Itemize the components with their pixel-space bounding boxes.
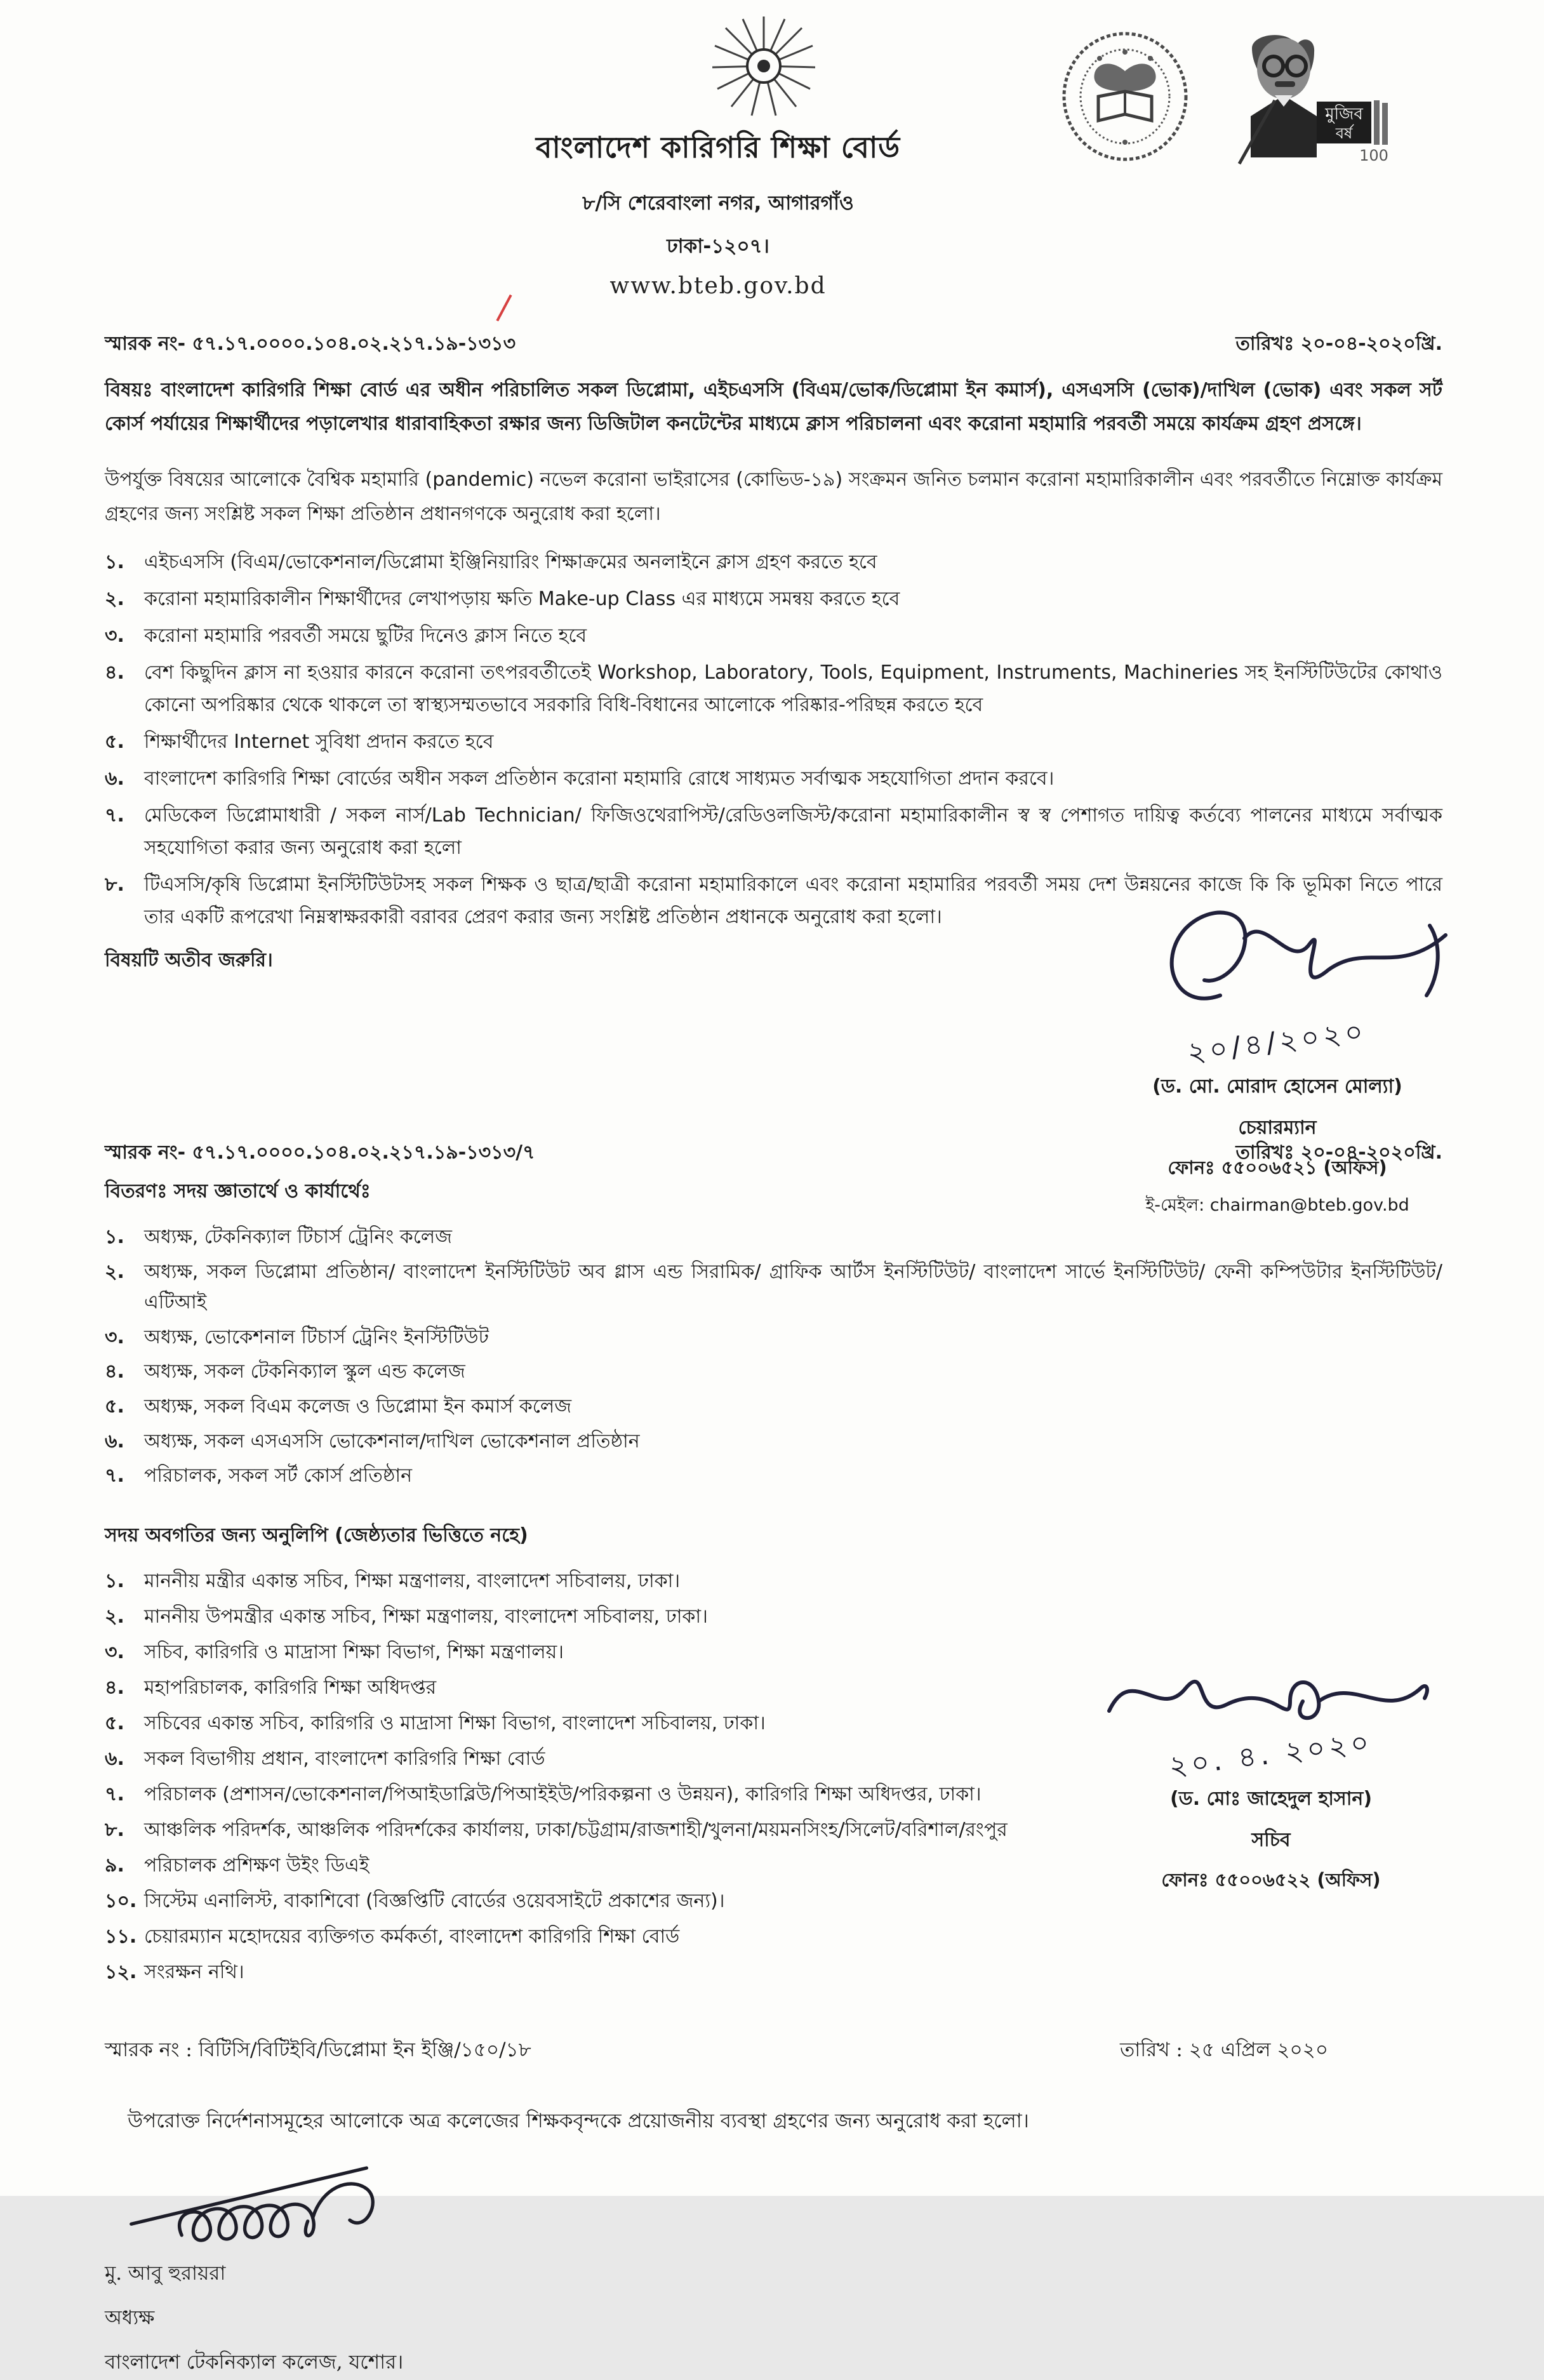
cc-item [105, 1602, 1442, 1632]
cc-number: ৪. [105, 1676, 124, 1699]
bteb-seal-icon [710, 14, 818, 119]
distribution-item [105, 1426, 1442, 1458]
distribution-text: অধ্যক্ষ, সকল বিএম কলেজ ও ডিপ্লোমা ইন কমার্স কলেজ [144, 1395, 572, 1418]
directive-number: ২. [105, 587, 124, 610]
cc-number: ৮. [105, 1818, 124, 1841]
directive-item [105, 726, 1442, 758]
directive-text: এইচএসসি (বিএম/ভোকেশনাল/ডিপ্লোমা ইঞ্জিনিয়ারিং শিক্ষাক্রমের অনলাইনে ক্লাস গ্রহণ করতে হবে [144, 550, 877, 573]
distribution-number: ৬. [105, 1430, 124, 1453]
cc-text: মাননীয় উপমন্ত্রীর একান্ত সচিব, শিক্ষা মন্ত্রণালয়, বাংলাদেশ সচিবালয়, ঢাকা। [144, 1605, 708, 1628]
distribution-item [105, 1461, 1442, 1492]
cc-heading: সদয় অবগতির জন্য অনুলিপি (জেষ্ঠ্যতার ভিত্তিতে নহে) [105, 1524, 528, 1546]
secretary-handwritten-date: ২০. ৪. ২০২০ [1167, 1725, 1374, 1783]
directive-item [105, 546, 1442, 578]
secretary-designation: সচিব [1251, 1829, 1291, 1851]
distribution-text: অধ্যক্ষ, টেকনিক্যাল টিচার্স ট্রেনিং কলেজ [144, 1225, 452, 1248]
org-website: www.bteb.gov.bd [609, 273, 827, 299]
cc-item [105, 1922, 1442, 1952]
memo3-number: স্মারক নং : বিটিসি/বিটিইবি/ডিপ্লোমা ইন ইঞ্জি/১৫০/১৮ [105, 2038, 531, 2061]
directive-text: করোনা মহামারি পরবর্তী সময়ে ছুটির দিনেও ক্লাস নিতে হবে [144, 624, 587, 647]
cc-number: ৩. [105, 1640, 124, 1663]
education-board-emblem-icon [1062, 33, 1188, 163]
directive-item [105, 620, 1442, 652]
secretary-phone: ফোনঃ ৫৫০০৬৫২২ (অফিস) [1161, 1869, 1381, 1891]
directive-number: ৫. [105, 730, 124, 753]
directive-text: বেশ কিছুদিন ক্লাস না হওয়ার কারনে করোনা তৎপরবর্তীতেই Workshop, Laboratory, Tools, Equipment, Instruments, Machineries সহ ইনস্টিটিউটের কোথাও কোনো অপরিষ্কার থেকে থাকলে তা স্বাস্থ্যসম্মতভাবে সরকারি বিধি-বিধানের আলোকে পরিষ্কার-পরিছন্ন করতে হবে [144, 661, 1442, 716]
distribution-number: ৪. [105, 1360, 124, 1383]
cc-text: পরিচালক (প্রশাসন/ভোকেশনাল/পিআইডাব্লিউ/পিআইইউ/পরিকল্পনা ও উন্নয়ন), কারিগরি শিক্ষা অধিদপ্তর, ঢাকা। [144, 1783, 982, 1805]
cc-number: ৫. [105, 1712, 124, 1734]
chairman-email: ই-মেইল: chairman@bteb.gov.bd [1145, 1195, 1409, 1215]
cc-number: ১১. [105, 1925, 137, 1948]
directive-number: ৭. [105, 804, 124, 827]
secretary-name: (ড. মোঃ জাহেদুল হাসান) [1169, 1788, 1373, 1810]
mujib-logo-100: 100 [1359, 147, 1388, 164]
directive-number: ৮. [105, 873, 124, 896]
cc-text: পরিচালক প্রশিক্ষণ উইং ডিএই [144, 1854, 369, 1877]
cc-text: সংরক্ষন নথি। [144, 1960, 244, 1983]
distribution-text: অধ্যক্ষ, সকল টেকনিক্যাল স্কুল এন্ড কলেজ [144, 1360, 465, 1383]
memo3-date: তারিখ : ২৫ এপ্রিল ২০২০ [1120, 2038, 1328, 2061]
distribution-number: ৩. [105, 1326, 124, 1348]
cc-text: আঞ্চলিক পরিদর্শক, আঞ্চলিক পরিদর্শকের কার্যালয়, ঢাকা/চট্টগ্রাম/রাজশাহী/খুলনা/ময়মনসিংহ/সিলেট/বরিশাল/রংপুর [144, 1818, 1008, 1841]
distribution-number: ২. [105, 1260, 124, 1283]
org-title: বাংলাদেশ কারিগরি শিক্ষা বোর্ড [535, 130, 901, 164]
chairman-signature-scribble [1100, 900, 1455, 1021]
intro-paragraph: উপর্যুক্ত বিষয়ের আলোকে বৈশ্বিক মহামারি (pandemic) নভেল করোনা ভাইরাসের (কোভিড-১৯) সংক্রমন জনিত চলমান করোনা মহামারিকালীন এবং পরবর্তীতে নিম্নোক্ত কার্যক্রম গ্রহণের জন্য সংশ্লিষ্ট সকল শিক্ষা প্রতিষ্ঠান প্রধানগণকে অনুরোধ করা হলো। [105, 468, 1442, 526]
distribution-number: ৭. [105, 1465, 124, 1487]
principal-signature-block [105, 2154, 549, 2380]
cc-text: মহাপরিচালক, কারিগরি শিক্ষা অধিদপ্তর [144, 1676, 437, 1699]
memo3-row [105, 2035, 1442, 2068]
principal-name: মু. আবু হুরায়রা [105, 2262, 226, 2285]
memo2-number: স্মারক নং- ৫৭.১৭.০০০০.১০৪.০২.২১৭.১৯-১৩১৩/৭ [105, 1141, 535, 1164]
directive-item [105, 799, 1442, 864]
cc-text: মাননীয় মন্ত্রীর একান্ত সচিব, শিক্ষা মন্ত্রণালয়, বাংলাদেশ সচিবালয়, ঢাকা। [144, 1569, 681, 1592]
chairman-signature-block [1087, 900, 1468, 1221]
subject-paragraph: বিষয়ঃ বাংলাদেশ কারিগরি শিক্ষা বোর্ড এর অধীন পরিচালিত সকল ডিপ্লোমা, এইচএসসি (বিএম/ভোক/ডিপ্লোমা ইন কমার্স), এসএসসি (ভোক)/দাখিল (ভোক) এবং সকল সর্ট কোর্স পর্যায়ের শিক্ষার্থীদের পড়ালেখার ধারাবাহিকতা রক্ষার জন্য ডিজিটাল কনটেন্টের মাধ্যমে ক্লাস পরিচালনা এবং করোনা মহামারি পরবর্তী সময়ে কার্যক্রম গ্রহণ প্রসঙ্গে। [105, 379, 1442, 435]
cc-text: সিস্টেম এনালিস্ট, বাকাশিবো (বিজ্ঞপ্তিটি বোর্ডের ওয়েবসাইটে প্রকাশের জন্য)। [144, 1889, 725, 1912]
chairman-handwritten-date: ২০/৪/২০২০ [1185, 1014, 1369, 1070]
memo1-row [105, 328, 1442, 361]
distribution-item [105, 1222, 1442, 1253]
cc-text: সচিবের একান্ত সচিব, কারিগরি ও মাদ্রাসা শিক্ষা বিভাগ, বাংলাদেশ সচিবালয়, ঢাকা। [144, 1712, 766, 1734]
cc-text: চেয়ারম্যান মহোদয়ের ব্যক্তিগত কর্মকর্তা, বাংলাদেশ কারিগরি শিক্ষা বোর্ড [144, 1925, 680, 1948]
memo1-date: তারিখঃ ২০-০৪-২০২০খ্রি. [1235, 333, 1442, 355]
mujib-logo-text-2: বর্ষ [1335, 124, 1353, 142]
directive-text: টিএসসি/কৃষি ডিপ্লোমা ইনস্টিটিউটসহ সকল শিক্ষক ও ছাত্র/ছাত্রী করোনা মহামারিকালে এবং করোনা মহামারির পরবর্তী সময় দেশ উন্নয়নের কাজে কি কি ভূমিকা নিতে পারে তার একটি রূপরেখা নিম্নস্বাক্ষরকারী বরাবর প্রেরণ করার জন্য সংশ্লিষ্ট প্রতিষ্ঠান প্রধানকে অনুরোধ করা হলো। [144, 873, 1442, 928]
cc-number: ২. [105, 1605, 124, 1628]
cc-number: ৭. [105, 1783, 124, 1805]
cc-text: সকল বিভাগীয় প্রধান, বাংলাদেশ কারিগরি শিক্ষা বোর্ড [144, 1747, 545, 1770]
memo3-body-paragraph: উপরোক্ত নির্দেশনাসমূহের আলোকে অত্র কলেজের শিক্ষকবৃন্দকে প্রয়োজনীয় ব্যবস্থা গ্রহণের জন্য অনুরোধ করা হলো। [128, 2109, 1029, 2132]
distribution-item [105, 1257, 1442, 1319]
directive-text: বাংলাদেশ কারিগরি শিক্ষা বোর্ডের অধীন সকল প্রতিষ্ঠান করোনা মহামারি রোধে সাধ্যমত সর্বাত্মক সহযোগিতা প্রদান করবে। [144, 767, 1055, 790]
directive-number: ৬. [105, 767, 124, 790]
org-address-line1: ৮/সি শেরেবাংলা নগর, আগারগাঁও [582, 192, 854, 215]
distribution-text: পরিচালক, সকল সর্ট কোর্স প্রতিষ্ঠান [144, 1465, 412, 1487]
directive-item [105, 656, 1442, 721]
principal-institution: বাংলাদেশ টেকনিক্যাল কলেজ, যশোর। [105, 2351, 404, 2374]
secretary-signature-scribble [1100, 1651, 1442, 1733]
distribution-text: অধ্যক্ষ, সকল ডিপ্লোমা প্রতিষ্ঠান/ বাংলাদেশ ইনস্টিটিউট অব গ্লাস এন্ড সিরামিক/ গ্রাফিক আর্টস ইনস্টিটিউট/ বাংলাদেশ সার্ভে ইনস্টিটিউট/ ফেনী কম্পিউটার ইনস্টিটিউট/ এটিআই [144, 1260, 1442, 1314]
urgent-note: বিষয়টি অতীব জরুরি। [105, 948, 273, 971]
directive-number: ১. [105, 550, 124, 573]
cc-item [105, 1566, 1442, 1597]
directives-list [105, 546, 1442, 933]
directive-number: ৩. [105, 624, 124, 647]
secretary-signature-block [1087, 1651, 1455, 1897]
directive-item [105, 583, 1442, 615]
chairman-name: (ড. মো. মোরাদ হোসেন মোল্যা) [1152, 1075, 1402, 1098]
chairman-phone: ফোনঃ ৫৫০০৬৫২১ (অফিস) [1168, 1157, 1387, 1178]
distribution-text: অধ্যক্ষ, সকল এসএসসি ভোকেশনাল/দাখিল ভোকেশনাল প্রতিষ্ঠান [144, 1430, 640, 1453]
distribution-number: ১. [105, 1225, 124, 1248]
memo1-number: স্মারক নং- ৫৭.১৭.০০০০.১০৪.০২.২১৭.১৯-১৩১৩ [105, 333, 516, 355]
mujib-borsho-100-logo [1214, 24, 1395, 176]
directive-text: করোনা মহামারিকালীন শিক্ষার্থীদের লেখাপড়ায় ক্ষতি Make-up Class এর মাধ্যমে সমন্বয় করতে হবে [144, 587, 900, 610]
distribution-item [105, 1357, 1442, 1388]
distribution-list [105, 1222, 1442, 1492]
distribution-item [105, 1322, 1442, 1353]
distribution-number: ৫. [105, 1395, 124, 1418]
memo2-date: তারিখঃ ২০-০৪-২০২০খ্রি. [1235, 1141, 1442, 1164]
directive-number: ৪. [105, 661, 124, 684]
chairman-designation: চেয়ারম্যান [1238, 1117, 1317, 1139]
org-address-line2: ঢাকা-১২০৭। [667, 235, 769, 258]
directive-item [105, 762, 1442, 795]
cc-text: সচিব, কারিগরি ও মাদ্রাসা শিক্ষা বিভাগ, শিক্ষা মন্ত্রণালয়। [144, 1640, 564, 1663]
principal-designation: অধ্যক্ষ [105, 2306, 155, 2330]
cc-number: ৯. [105, 1854, 124, 1877]
cc-number: ১. [105, 1569, 124, 1592]
distribution-text: অধ্যক্ষ, ভোকেশনাল টিচার্স ট্রেনিং ইনস্টিটিউট [144, 1326, 489, 1348]
directive-text: মেডিকেল ডিপ্লোমাধারী / সকল নার্স/Lab Technician/ ফিজিওথেরাপিস্ট/রেডিওলজিস্ট/করোনা মহামারিকালীন স্ব স্ব পেশাগত দায়িত্ব কর্তব্যে পালনের মাধ্যমে সর্বাত্মক সহযোগিতা করার জন্য অনুরোধ করা হলো [144, 804, 1442, 859]
cc-number: ৬. [105, 1747, 124, 1770]
principal-signature-scribble [105, 2154, 460, 2249]
cc-item [105, 1957, 1442, 1988]
cc-number: ১২. [105, 1960, 137, 1983]
distribution-item [105, 1392, 1442, 1423]
mujib-logo-text-1: মুজিব [1325, 105, 1363, 124]
distribution-heading: বিতরণঃ সদয় জ্ঞাতার্থে ও কার্যার্থেঃ [105, 1180, 371, 1202]
cc-number: ১০. [105, 1889, 137, 1912]
directive-text: শিক্ষার্থীদের Internet সুবিধা প্রদান করতে হবে [144, 730, 494, 753]
